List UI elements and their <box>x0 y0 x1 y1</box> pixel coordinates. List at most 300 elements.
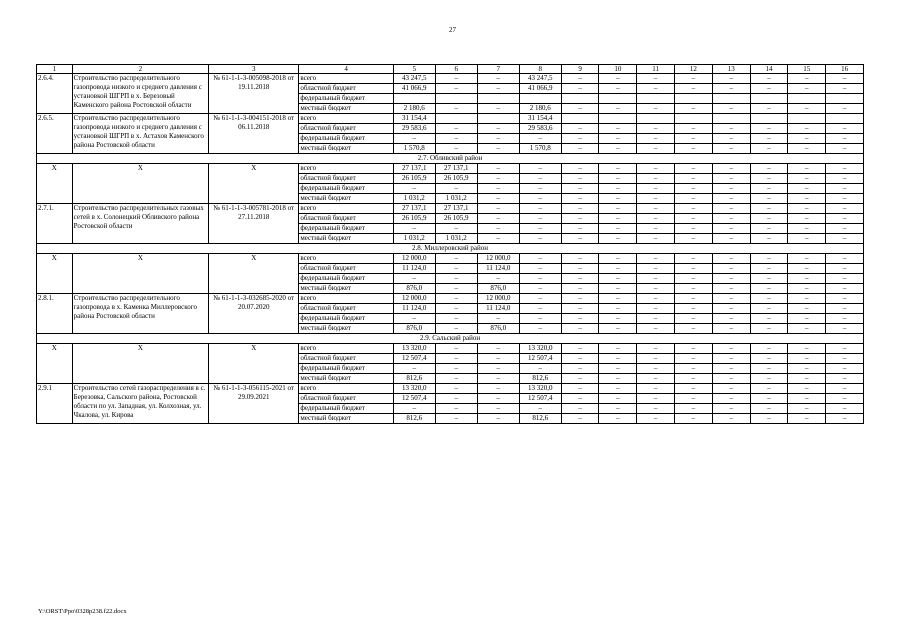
value-cell: – <box>750 314 788 324</box>
value-cell: – <box>435 354 477 364</box>
value-cell: – <box>393 224 435 234</box>
value-cell: – <box>561 404 599 414</box>
value-cell: – <box>435 264 477 274</box>
value-cell <box>599 94 637 104</box>
value-cell: – <box>637 164 675 174</box>
value-cell: – <box>675 414 713 424</box>
value-cell: – <box>750 344 788 354</box>
value-cell: 1 031,2 <box>393 194 435 204</box>
value-cell: – <box>750 184 788 194</box>
value-cell: – <box>477 134 519 144</box>
column-number-cell: 15 <box>788 65 826 74</box>
value-cell: 41 066,9 <box>519 84 561 94</box>
value-cell: – <box>477 144 519 154</box>
value-cell: 13 320,0 <box>519 384 561 394</box>
value-cell: – <box>599 254 637 264</box>
value-cell: – <box>599 164 637 174</box>
value-cell: – <box>675 104 713 114</box>
value-cell: – <box>826 404 864 414</box>
value-cell: – <box>788 214 826 224</box>
table-row <box>37 204 864 214</box>
value-cell: – <box>561 344 599 354</box>
value-cell: – <box>561 164 599 174</box>
page-number: 27 <box>449 26 456 34</box>
funding-source-cell: областной бюджет <box>299 394 393 404</box>
funding-source-cell: всего <box>299 74 393 84</box>
value-cell: – <box>788 284 826 294</box>
value-cell: 12 000,0 <box>477 254 519 264</box>
item-name-cell: Строительство распределительных газовых сетей в х. Солонецкий Обливского района Ростовской области <box>72 204 208 244</box>
value-cell: – <box>519 294 561 304</box>
value-cell: – <box>712 144 750 154</box>
value-cell: – <box>599 374 637 384</box>
value-cell: – <box>675 294 713 304</box>
value-cell: – <box>561 214 599 224</box>
value-cell: 27 137,1 <box>435 204 477 214</box>
value-cell: – <box>519 174 561 184</box>
value-cell: – <box>750 254 788 264</box>
value-cell: – <box>561 394 599 404</box>
value-cell: – <box>637 294 675 304</box>
value-cell: – <box>435 124 477 134</box>
value-cell <box>826 94 864 104</box>
value-cell: – <box>750 164 788 174</box>
value-cell: – <box>477 404 519 414</box>
value-cell: – <box>675 254 713 264</box>
value-cell <box>599 114 637 124</box>
value-cell <box>675 114 713 124</box>
value-cell: – <box>675 164 713 174</box>
value-cell: – <box>712 104 750 114</box>
value-cell: 11 124,0 <box>477 304 519 314</box>
value-cell: – <box>637 254 675 264</box>
value-cell: – <box>435 224 477 234</box>
value-cell: 11 124,0 <box>393 264 435 274</box>
value-cell: – <box>788 364 826 374</box>
value-cell: – <box>750 404 788 414</box>
value-cell: – <box>675 364 713 374</box>
value-cell: – <box>519 234 561 244</box>
value-cell: – <box>675 174 713 184</box>
value-cell: – <box>788 404 826 414</box>
value-cell: – <box>519 404 561 414</box>
value-cell: – <box>788 394 826 404</box>
item-number-cell: Х <box>37 164 73 204</box>
value-cell: – <box>750 84 788 94</box>
value-cell: – <box>637 314 675 324</box>
table-row <box>37 114 864 124</box>
document-cell: Х <box>209 344 299 384</box>
value-cell: – <box>519 164 561 174</box>
item-name-cell: Х <box>72 164 208 204</box>
value-cell: – <box>712 374 750 384</box>
value-cell: – <box>826 164 864 174</box>
funding-source-cell: местный бюджет <box>299 414 393 424</box>
value-cell: 812,6 <box>393 414 435 424</box>
value-cell: – <box>519 284 561 294</box>
value-cell: – <box>712 214 750 224</box>
value-cell <box>477 114 519 124</box>
value-cell: – <box>599 384 637 394</box>
value-cell: – <box>561 354 599 364</box>
value-cell: 2 180,6 <box>519 104 561 114</box>
value-cell: – <box>675 274 713 284</box>
column-number-cell: 9 <box>561 65 599 74</box>
value-cell: – <box>712 274 750 284</box>
value-cell <box>561 114 599 124</box>
value-cell: – <box>712 304 750 314</box>
value-cell: – <box>561 364 599 374</box>
value-cell: – <box>750 144 788 154</box>
value-cell: – <box>477 214 519 224</box>
value-cell: – <box>637 404 675 414</box>
value-cell: – <box>435 184 477 194</box>
value-cell: – <box>675 214 713 224</box>
value-cell: 26 105,9 <box>435 214 477 224</box>
value-cell: – <box>637 174 675 184</box>
value-cell: – <box>637 364 675 374</box>
value-cell: – <box>675 304 713 314</box>
value-cell: – <box>561 324 599 334</box>
value-cell: – <box>826 84 864 94</box>
value-cell: – <box>750 104 788 114</box>
value-cell: – <box>637 124 675 134</box>
value-cell: – <box>712 84 750 94</box>
funding-source-cell: федеральный бюджет <box>299 274 393 284</box>
value-cell: – <box>435 384 477 394</box>
value-cell: – <box>712 364 750 374</box>
value-cell: – <box>477 274 519 284</box>
value-cell: – <box>637 224 675 234</box>
document-cell: № 61-1-1-3-032685-2020 от 20.07.2020 <box>209 294 299 334</box>
value-cell: – <box>788 254 826 264</box>
value-cell: – <box>599 344 637 354</box>
item-number-cell: Х <box>37 254 73 294</box>
value-cell: – <box>637 74 675 84</box>
table-row <box>37 164 864 174</box>
funding-source-cell: местный бюджет <box>299 324 393 334</box>
value-cell: 12 507,4 <box>519 354 561 364</box>
value-cell: – <box>599 324 637 334</box>
funding-source-cell: всего <box>299 344 393 354</box>
value-cell: – <box>435 74 477 84</box>
value-cell: – <box>788 234 826 244</box>
value-cell: – <box>750 374 788 384</box>
value-cell: – <box>435 404 477 414</box>
value-cell: – <box>712 74 750 84</box>
value-cell <box>477 94 519 104</box>
value-cell: – <box>637 304 675 314</box>
value-cell <box>788 94 826 104</box>
item-name-cell: Строительство распределительного газопровода в х. Каменка Миллеровского района Ростовской области <box>72 294 208 334</box>
value-cell: – <box>637 414 675 424</box>
value-cell: – <box>826 394 864 404</box>
value-cell: – <box>561 304 599 314</box>
value-cell <box>393 94 435 104</box>
value-cell: 12 507,4 <box>393 394 435 404</box>
value-cell: – <box>637 384 675 394</box>
value-cell <box>519 94 561 104</box>
value-cell: – <box>477 374 519 384</box>
value-cell: – <box>712 204 750 214</box>
value-cell: 31 154,4 <box>519 114 561 124</box>
value-cell: – <box>788 324 826 334</box>
value-cell: – <box>477 104 519 114</box>
value-cell: – <box>637 144 675 154</box>
value-cell: – <box>637 374 675 384</box>
value-cell: – <box>519 184 561 194</box>
value-cell: – <box>519 264 561 274</box>
value-cell: – <box>788 294 826 304</box>
value-cell: – <box>826 264 864 274</box>
value-cell: – <box>435 394 477 404</box>
value-cell: – <box>750 304 788 314</box>
value-cell: – <box>561 174 599 184</box>
value-cell: – <box>788 84 826 94</box>
value-cell: – <box>826 384 864 394</box>
value-cell: – <box>788 314 826 324</box>
value-cell: – <box>675 204 713 214</box>
document-cell: Х <box>209 164 299 204</box>
value-cell: – <box>637 264 675 274</box>
value-cell: – <box>750 414 788 424</box>
value-cell: 13 320,0 <box>393 344 435 354</box>
document-cell: № 61-1-1-3-005781-2018 от 27.11.2018 <box>209 204 299 244</box>
value-cell: – <box>435 144 477 154</box>
value-cell <box>750 114 788 124</box>
value-cell: – <box>435 344 477 354</box>
value-cell: 13 320,0 <box>519 344 561 354</box>
value-cell: – <box>712 344 750 354</box>
value-cell: – <box>788 124 826 134</box>
value-cell: – <box>435 254 477 264</box>
value-cell: 27 137,1 <box>393 204 435 214</box>
value-cell: – <box>561 124 599 134</box>
value-cell: – <box>435 284 477 294</box>
column-number-cell: 16 <box>826 65 864 74</box>
value-cell: – <box>561 284 599 294</box>
value-cell: – <box>675 314 713 324</box>
value-cell: – <box>788 134 826 144</box>
value-cell: 12 000,0 <box>393 254 435 264</box>
value-cell: – <box>826 144 864 154</box>
item-name-cell: Х <box>72 254 208 294</box>
value-cell: – <box>826 234 864 244</box>
value-cell: – <box>826 314 864 324</box>
item-number-cell: 2.6.5. <box>37 114 73 154</box>
value-cell: – <box>826 214 864 224</box>
value-cell: – <box>788 354 826 364</box>
value-cell: – <box>675 84 713 94</box>
value-cell <box>712 94 750 104</box>
value-cell: – <box>826 304 864 314</box>
funding-source-cell: областной бюджет <box>299 124 393 134</box>
value-cell: – <box>519 214 561 224</box>
value-cell: – <box>477 224 519 234</box>
value-cell: – <box>750 284 788 294</box>
value-cell <box>750 94 788 104</box>
value-cell: – <box>519 224 561 234</box>
value-cell: – <box>519 204 561 214</box>
value-cell: – <box>637 274 675 284</box>
value-cell: – <box>435 364 477 374</box>
value-cell: – <box>599 194 637 204</box>
value-cell <box>712 114 750 124</box>
value-cell: – <box>788 224 826 234</box>
value-cell: – <box>561 194 599 204</box>
value-cell: – <box>599 104 637 114</box>
value-cell: – <box>637 354 675 364</box>
value-cell: 11 124,0 <box>393 304 435 314</box>
value-cell: – <box>393 184 435 194</box>
value-cell: 43 247,5 <box>519 74 561 84</box>
value-cell: – <box>519 194 561 204</box>
value-cell: – <box>750 74 788 84</box>
column-number-cell: 1 <box>37 65 73 74</box>
value-cell: – <box>826 104 864 114</box>
value-cell: – <box>637 184 675 194</box>
document-cell: Х <box>209 254 299 294</box>
value-cell: – <box>599 264 637 274</box>
value-cell: 812,6 <box>519 374 561 384</box>
column-number-cell: 2 <box>72 65 208 74</box>
value-cell: 1 570,8 <box>393 144 435 154</box>
funding-source-cell: федеральный бюджет <box>299 314 393 324</box>
funding-source-cell: всего <box>299 254 393 264</box>
value-cell: – <box>435 324 477 334</box>
table-row <box>37 74 864 84</box>
value-cell: – <box>637 104 675 114</box>
value-cell: – <box>477 204 519 214</box>
value-cell: – <box>675 184 713 194</box>
section-row <box>37 154 864 164</box>
value-cell: – <box>712 174 750 184</box>
value-cell: – <box>788 164 826 174</box>
column-number-cell: 5 <box>393 65 435 74</box>
value-cell: – <box>750 234 788 244</box>
value-cell: 13 320,0 <box>393 384 435 394</box>
column-number-cell: 7 <box>477 65 519 74</box>
funding-source-cell: федеральный бюджет <box>299 134 393 144</box>
value-cell: – <box>750 174 788 184</box>
value-cell: – <box>826 414 864 424</box>
value-cell: – <box>826 284 864 294</box>
table-row <box>37 344 864 354</box>
value-cell: – <box>599 224 637 234</box>
value-cell: – <box>637 284 675 294</box>
funding-source-cell: местный бюджет <box>299 144 393 154</box>
value-cell: – <box>477 394 519 404</box>
value-cell: – <box>435 304 477 314</box>
value-cell: 12 507,4 <box>393 354 435 364</box>
value-cell: – <box>712 254 750 264</box>
value-cell: – <box>561 294 599 304</box>
value-cell: – <box>637 134 675 144</box>
funding-source-cell: местный бюджет <box>299 284 393 294</box>
value-cell: – <box>712 324 750 334</box>
section-title: 2.8. Миллеровский район <box>37 244 864 254</box>
value-cell <box>826 114 864 124</box>
value-cell: – <box>477 344 519 354</box>
value-cell: – <box>675 264 713 274</box>
value-cell: – <box>519 364 561 374</box>
item-name-cell: Строительство распределительного газопровода низкого и среднего давления с установкой ШГРП в х. Астахов Каменского района Ростовской области <box>72 114 208 154</box>
funding-source-cell: федеральный бюджет <box>299 184 393 194</box>
value-cell: – <box>788 384 826 394</box>
value-cell: – <box>826 224 864 234</box>
value-cell: 812,6 <box>393 374 435 384</box>
value-cell: – <box>675 284 713 294</box>
value-cell: – <box>750 354 788 364</box>
item-name-cell: Строительство распределительного газопровода низкого и среднего давления с установкой ШГРП в х. Березовый Каменского района Ростовской области <box>72 74 208 114</box>
value-cell: – <box>435 274 477 284</box>
funding-source-cell: федеральный бюджет <box>299 364 393 374</box>
value-cell: – <box>599 414 637 424</box>
funding-source-cell: областной бюджет <box>299 214 393 224</box>
value-cell: – <box>712 124 750 134</box>
value-cell: – <box>675 74 713 84</box>
funding-source-cell: областной бюджет <box>299 84 393 94</box>
value-cell: – <box>561 184 599 194</box>
value-cell: – <box>712 384 750 394</box>
column-number-cell: 3 <box>209 65 299 74</box>
value-cell: – <box>599 184 637 194</box>
value-cell: – <box>675 324 713 334</box>
value-cell: – <box>561 84 599 94</box>
value-cell: 876,0 <box>477 284 519 294</box>
funding-source-cell: всего <box>299 164 393 174</box>
value-cell: – <box>393 314 435 324</box>
value-cell: – <box>561 204 599 214</box>
value-cell: – <box>826 184 864 194</box>
value-cell: – <box>561 414 599 424</box>
column-number-row <box>37 65 864 74</box>
value-cell: – <box>712 404 750 414</box>
value-cell: 26 105,9 <box>435 174 477 184</box>
value-cell <box>788 114 826 124</box>
value-cell <box>637 94 675 104</box>
value-cell: – <box>712 394 750 404</box>
value-cell: – <box>750 224 788 234</box>
value-cell: – <box>599 214 637 224</box>
value-cell: – <box>826 354 864 364</box>
value-cell: – <box>788 204 826 214</box>
value-cell: 29 583,6 <box>393 124 435 134</box>
value-cell: – <box>519 304 561 314</box>
document-cell: № 61-1-1-3-005098-2018 от 19.11.2018 <box>209 74 299 114</box>
value-cell: – <box>599 204 637 214</box>
value-cell: – <box>788 344 826 354</box>
section-title: 2.7. Обливский район <box>37 154 864 164</box>
value-cell: – <box>750 124 788 134</box>
value-cell: 876,0 <box>393 284 435 294</box>
value-cell: 26 105,9 <box>393 214 435 224</box>
value-cell: – <box>788 144 826 154</box>
column-number-cell: 4 <box>299 65 393 74</box>
value-cell: – <box>599 174 637 184</box>
value-cell <box>675 94 713 104</box>
value-cell: – <box>561 274 599 284</box>
value-cell: – <box>477 124 519 134</box>
value-cell: 876,0 <box>477 324 519 334</box>
value-cell: – <box>675 144 713 154</box>
value-cell: – <box>519 324 561 334</box>
value-cell: – <box>519 134 561 144</box>
value-cell: 2 180,6 <box>393 104 435 114</box>
column-number-cell: 10 <box>599 65 637 74</box>
value-cell: – <box>519 254 561 264</box>
value-cell: – <box>637 394 675 404</box>
